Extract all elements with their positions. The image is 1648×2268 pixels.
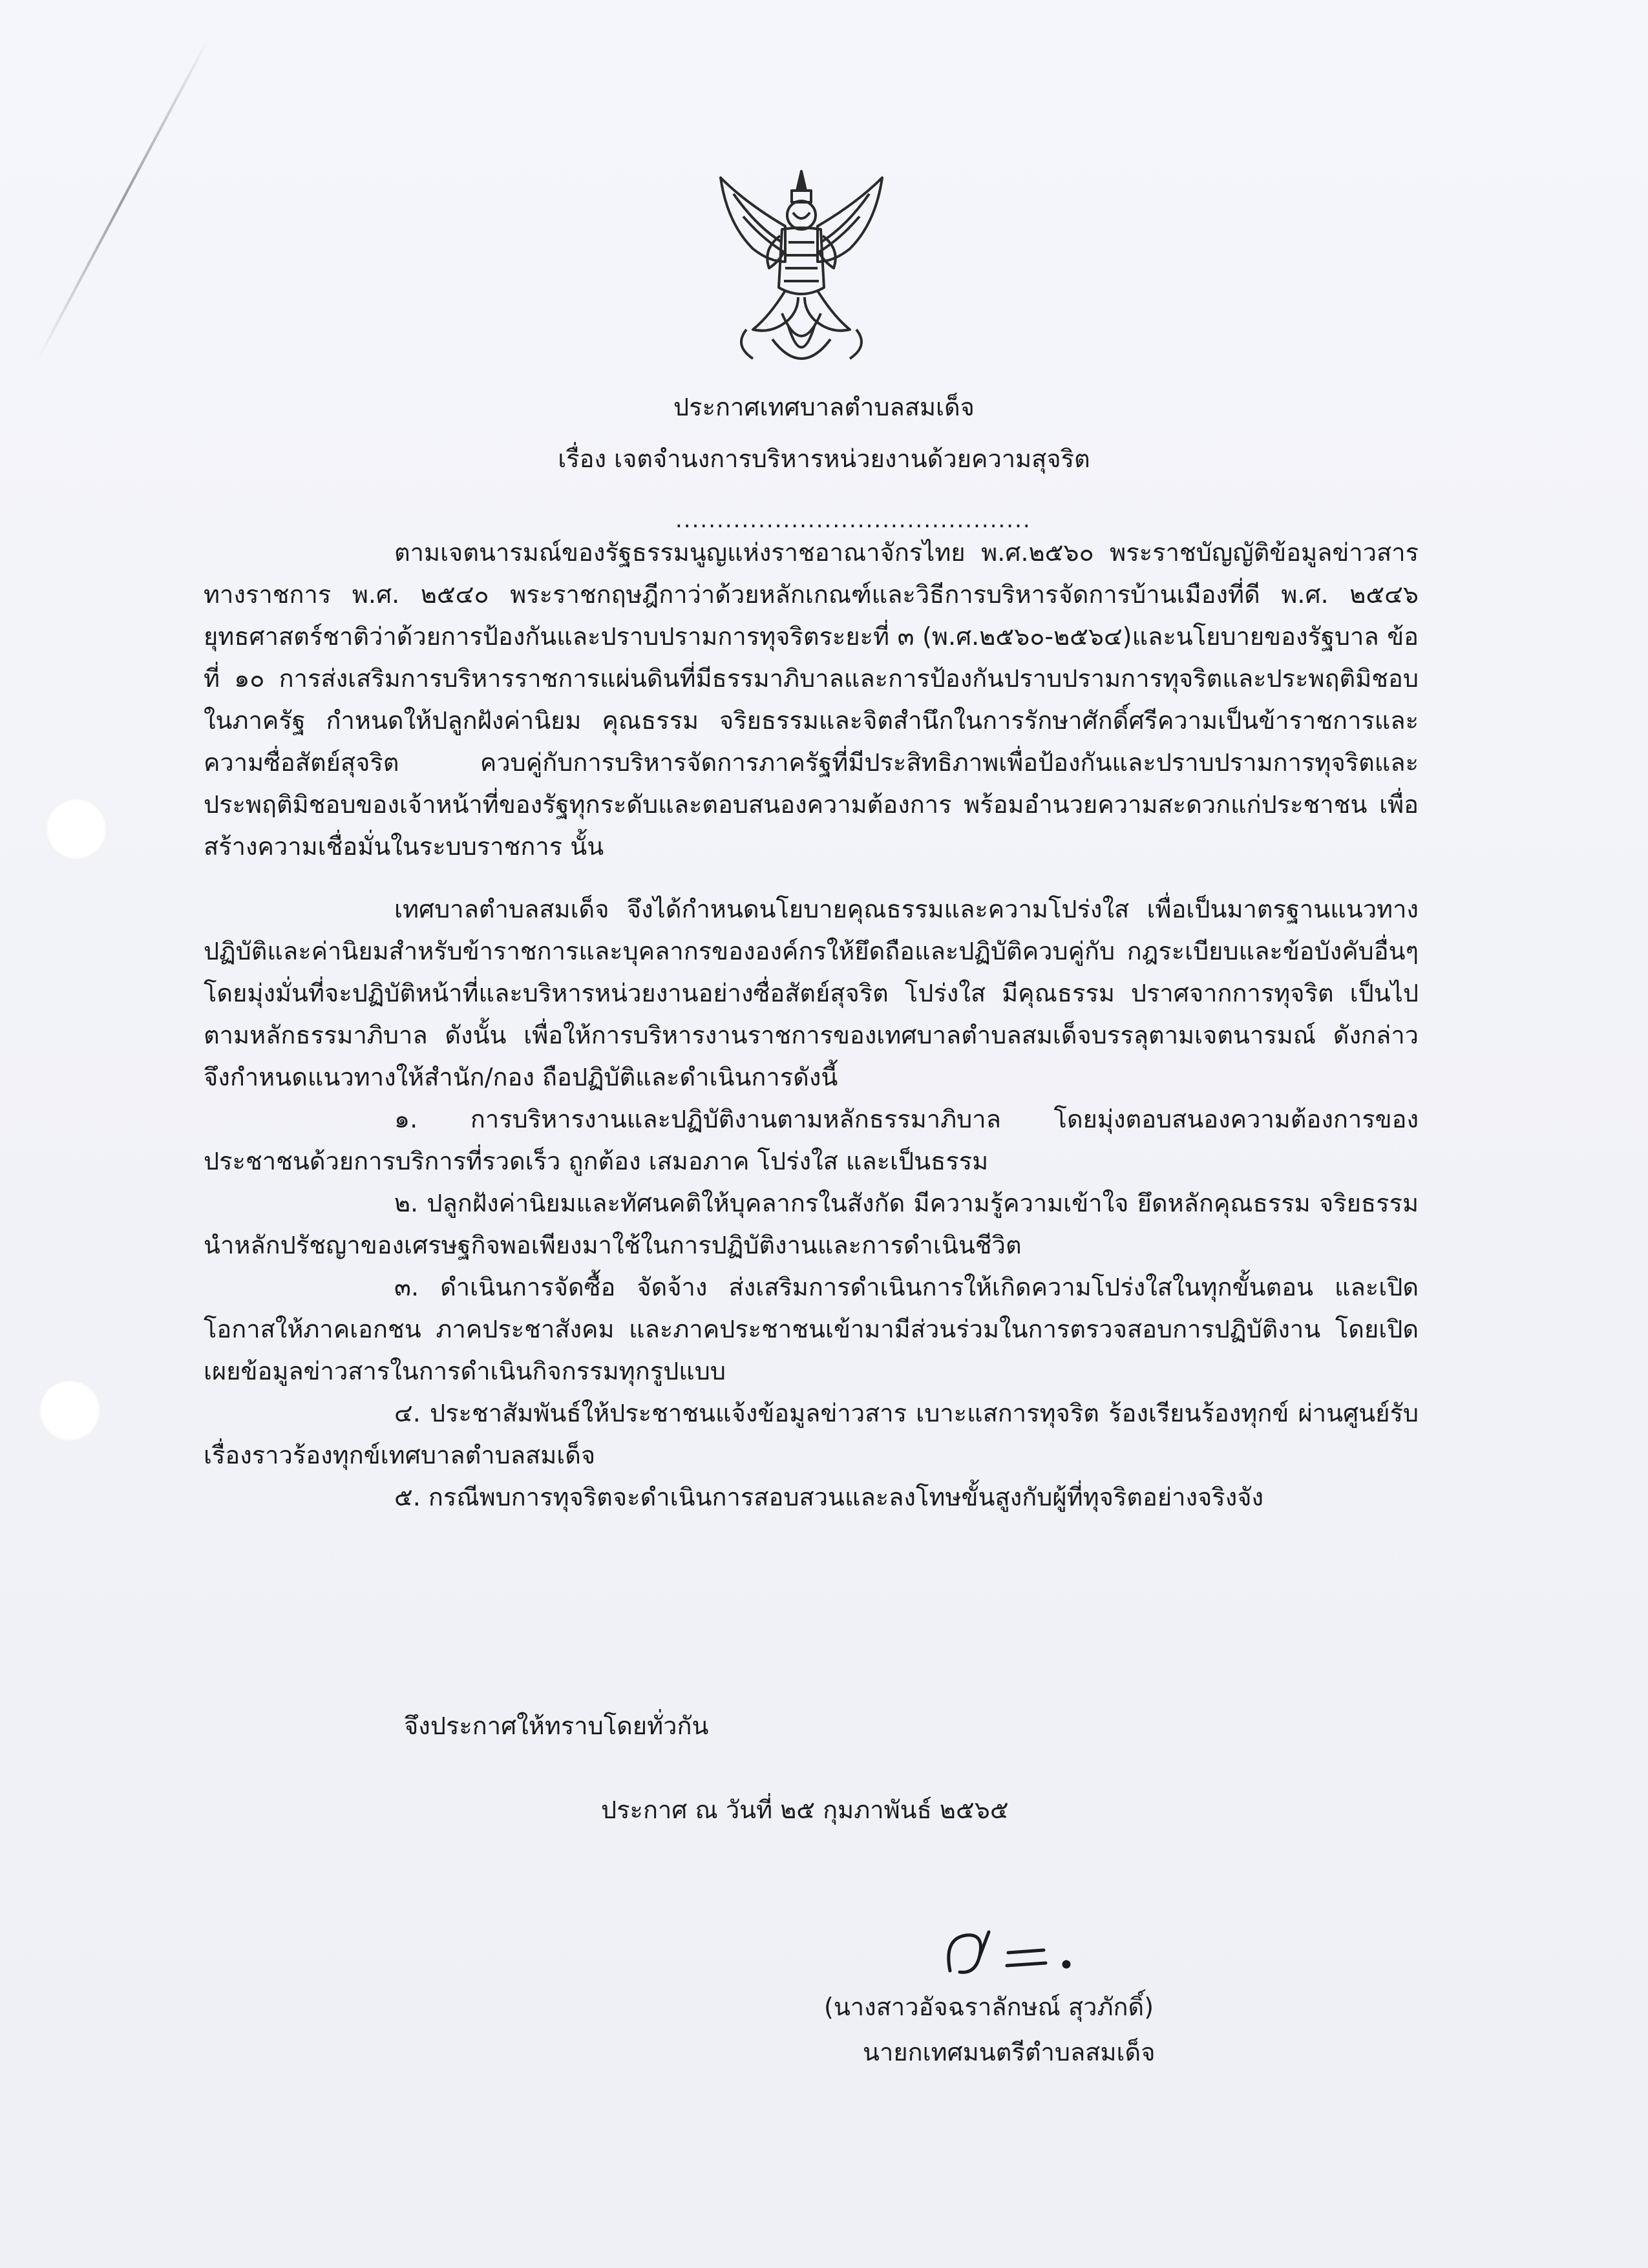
policy-paragraph: เทศบาลตำบลสมเด็จ จึงได้กำหนดนโยบายคุณธรรมและความโปร่งใส เพื่อเป็นมาตรฐานแนวทางปฏิบัติและค่านิยมสำหรับข้าราชการและบุคลากรขององค์กรให้ยึดถือและปฏิบัติควบคู่กับ กฎระเบียบและข้อบังคับอื่นๆ โดยมุ่งมั่นที่จะปฏิบัติหน้าที่และบริหารหน่วยงานอย่างซื่อสัตย์สุจริต โปร่งใส มีคุณธรรม ปราศจากการทุจริต เป็นไปตามหลักธรรมาภิบาล ดังนั้น เพื่อให้การบริหารงานราชการของเทศบาลตำบลสมเด็จบรรลุตามเจตนารมณ์ ดังกล่าว จึงกำหนดแนวทางให้สำนัก/กอง ถือปฏิบัติและดำเนินการดังนี้ — [204, 895, 1419, 1091]
signer-name: (นางสาวอัจฉราลักษณ์ สุวภักดิ์) — [824, 1993, 1154, 2021]
punch-hole-top — [45, 798, 107, 860]
announcement-subject: เรื่อง เจตจำนงการบริหารหน่วยงานด้วยความสุจริต — [558, 445, 1090, 473]
signer-title: นายกเทศมนตรีตำบลสมเด็จ — [863, 2038, 1156, 2066]
scan-artifact-line — [37, 39, 209, 359]
policy-item-5: ๕. กรณีพบการทุจริตจะดำเนินการสอบสวนและลงโทษขั้นสูงกับผู้ที่ทุจริตอย่างจริงจัง — [394, 1483, 1264, 1511]
punch-hole-bottom — [39, 1380, 101, 1442]
announcement-title: ประกาศเทศบาลตำบลสมเด็จ — [673, 393, 975, 421]
intro-paragraph: ตามเจตนารมณ์ของรัฐธรรมนูญแห่งราชอาณาจักรไทย พ.ศ.๒๕๖๐ พระราชบัญญัติข้อมูลข่าวสารทางราชการ พ.ศ. ๒๕๔๐ พระราชกฤษฎีกาว่าด้วยหลักเกณฑ์และวิธีการบริหารจัดการบ้านเมืองที่ดี พ.ศ. ๒๕๔๖ ยุทธศาสตร์ชาติว่าด้วยการป้องกันและปราบปรามการทุจริตระยะที่ ๓ (พ.ศ.๒๕๖๐-๒๕๖๔)และนโยบายของรัฐบาล ข้อที่ ๑๐ การส่งเสริมการบริหารราชการแผ่นดินที่มีธรรมาภิบาลและการป้องกันปราบปรามการทุจริตและประพฤติมิชอบในภาครัฐ กำหนดให้ปลูกฝังค่านิยม คุณธรรม จริยธรรมและจิตสำนึกในการรักษาศักดิ์ศรีความเป็นข้าราชการและความซื่อสัตย์สุจริต ควบคู่กับการบริหารจัดการภาครัฐที่มีประสิทธิภาพเพื่อป้องกันและปราบปรามการทุจริตและประพฤติมิชอบของเจ้าหน้าที่ของรัฐทุกระดับและตอบสนองความต้องการ พร้อมอำนวยความสะดวกแก่ประชาชน เพื่อสร้างความเชื่อมั่นในระบบราชการ นั้น — [204, 538, 1419, 861]
title-divider: ........................................... — [675, 507, 1031, 533]
announcement-date: ประกาศ ณ วันที่ ๒๕ กุมภาพันธ์ ๒๕๖๕ — [601, 1796, 1009, 1824]
handwritten-signature-icon — [931, 1913, 1099, 1984]
garuda-emblem-icon — [708, 165, 895, 378]
announcement-body — [204, 532, 1419, 1518]
policy-item-3: ๓. ดำเนินการจัดซื้อ จัดจ้าง ส่งเสริมการดำเนินการให้เกิดความโปร่งใสในทุกขั้นตอน และเปิดโอกาสให้ภาคเอกชน ภาคประชาสังคม และภาคประชาชนเข้ามามีส่วนร่วมในการตรวจสอบการปฏิบัติงาน โดยเปิดเผยข้อมูลข่าวสารในการดำเนินกิจกรรมทุกรูปแบบ — [204, 1273, 1419, 1385]
policy-item-1: ๑. การบริหารงานและปฏิบัติงานตามหลักธรรมาภิบาล โดยมุ่งตอบสนองความต้องการของประชาชนด้วยการบริการที่รวดเร็ว ถูกต้อง เสมอภาค โปร่งใส และเป็นธรรม — [204, 1105, 1419, 1175]
policy-item-2: ๒. ปลูกฝังค่านิยมและทัศนคติให้บุคลากรในสังกัด มีความรู้ความเข้าใจ ยึดหลักคุณธรรม จริยธรรม นำหลักปรัชญาของเศรษฐกิจพอเพียงมาใช้ในการปฏิบัติงานและการดำเนินชีวิต — [204, 1189, 1419, 1259]
closing-line: จึงประกาศให้ทราบโดยทั่วกัน — [404, 1712, 709, 1740]
policy-item-4: ๔. ประชาสัมพันธ์ให้ประชาชนแจ้งข้อมูลข่าวสาร เบาะแสการทุจริต ร้องเรียนร้องทุกข์ ผ่านศูนย์รับเรื่องราวร้องทุกข์เทศบาลตำบลสมเด็จ — [204, 1399, 1419, 1469]
